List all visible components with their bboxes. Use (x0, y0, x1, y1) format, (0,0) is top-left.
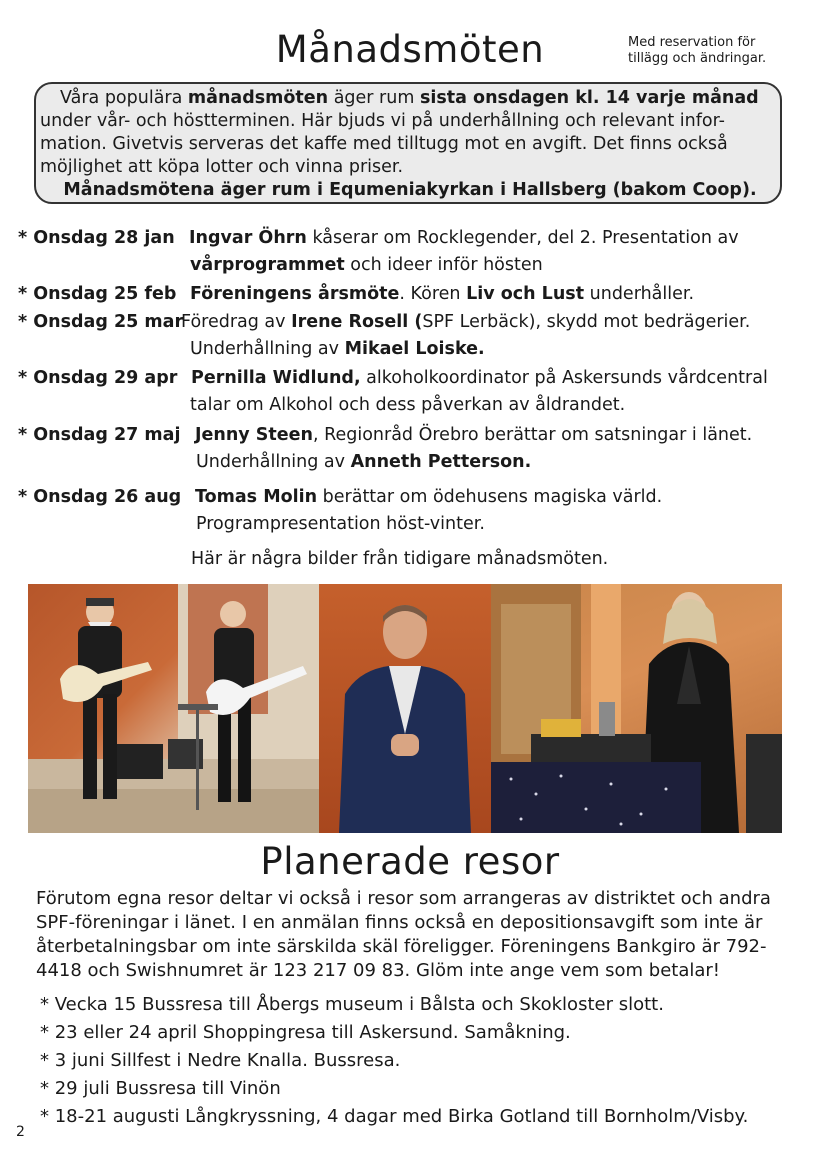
guitarists-illustration (28, 584, 319, 833)
photo-speaker-woman (491, 584, 782, 833)
info-line-1: Våra populära månadsmöten äger rum sista onsdagen kl. 14 varje månad (60, 88, 759, 108)
page-title: Månadsmöten (275, 28, 545, 71)
photo-speaker-man (319, 584, 491, 833)
meeting-text: Ingvar Öhrn kåserar om Rocklegender, del 2. Presentation av (189, 228, 739, 248)
meeting-text: Programpresentation höst-vinter. (196, 514, 485, 534)
info-location: Månadsmötena äger rum i Equmeniakyrkan i Hallsberg (bakom Coop). (63, 180, 757, 200)
meeting-text: Tomas Molin berättar om ödehusens magiska värld. (195, 487, 663, 507)
speaker-illustration (319, 584, 491, 833)
meeting-text: talar om Alkohol och dess påverkan av åldrandet. (190, 395, 626, 415)
photo-caption: Här är några bilder från tidigare månadsmöten. (191, 549, 609, 569)
info-line-4: möjlighet att köpa lotter och vinna priser. (40, 157, 404, 177)
meeting-text: Underhållning av Mikael Loiske. (190, 339, 485, 359)
info-box (34, 82, 782, 204)
meeting-text: Underhållning av Anneth Petterson. (196, 452, 532, 472)
meeting-date: * Onsdag 25 mar (18, 312, 184, 332)
meeting-date: * Onsdag 25 feb (18, 284, 177, 304)
travel-intro: Förutom egna resor deltar vi också i resor som arrangeras av distriktet och andra SPF-föreningar i länet. I en anmälan finns också en depositionsavgift som inte är återbetalningsbar om inte särskilda skäl föreligger. Föreningens Bankgiro är 792-4418 och Swishnumret är 123 217 09 83. Glöm inte ange vem som betalar! (36, 888, 771, 981)
page-number: 2 (16, 1124, 25, 1140)
trip-item: * Vecka 15 Bussresa till Åbergs museum i Bålsta och Skokloster slott. (40, 994, 664, 1015)
meeting-text: Föredrag av Irene Rosell (SPF Lerbäck), skydd mot bedrägerier. (181, 312, 751, 332)
trip-item: * 18-21 augusti Långkryssning, 4 dagar med Birka Gotland till Bornholm/Visby. (40, 1106, 749, 1127)
meeting-text: Pernilla Widlund, alkoholkoordinator på Askersunds vårdcentral (191, 368, 768, 388)
meeting-date: * Onsdag 29 apr (18, 368, 178, 388)
trip-item: * 3 juni Sillfest i Nedre Knalla. Bussresa. (40, 1050, 401, 1071)
meeting-text: vårprogrammet och ideer inför hösten (190, 255, 543, 275)
speaker-woman-illustration (491, 584, 782, 833)
meeting-text: Föreningens årsmöte. Kören Liv och Lust underhåller. (190, 284, 695, 304)
reservation-note: Med reservation för tillägg och ändringar. (628, 35, 767, 66)
info-line-3: mation. Givetvis serveras det kaffe med tilltugg mot en avgift. Det finns också (40, 134, 728, 154)
trip-item: * 23 eller 24 april Shoppingresa till Askersund. Samåkning. (40, 1022, 571, 1043)
meeting-date: * Onsdag 27 maj (18, 425, 181, 445)
meeting-date: * Onsdag 28 jan (18, 228, 175, 248)
photo-guitarists (28, 584, 319, 833)
trip-item: * 29 juli Bussresa till Vinön (40, 1078, 281, 1099)
travel-title: Planerade resor (260, 840, 560, 883)
info-line-2: under vår- och höstterminen. Här bjuds vi på underhållning och relevant infor- (40, 111, 725, 131)
meeting-date: * Onsdag 26 aug (18, 487, 182, 507)
meeting-text: Jenny Steen, Regionråd Örebro berättar om satsningar i länet. (195, 425, 753, 445)
